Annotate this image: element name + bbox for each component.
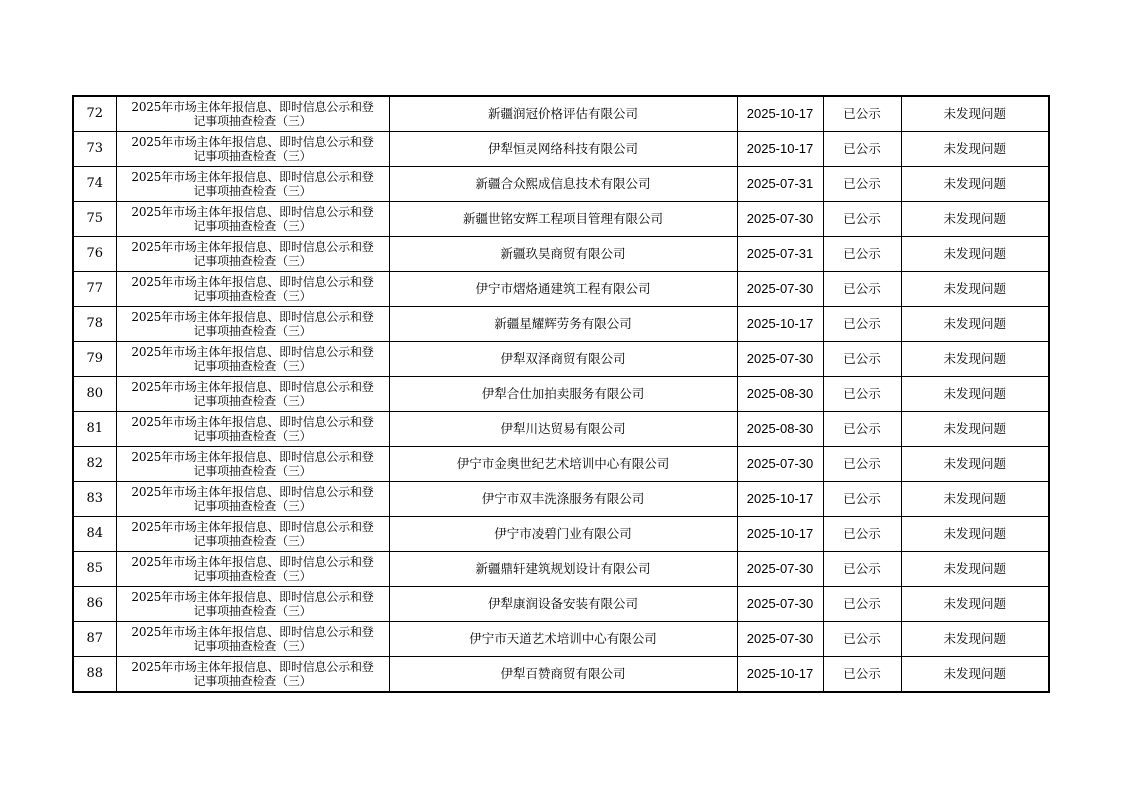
publication-status-cell: 已公示 bbox=[823, 237, 901, 272]
publication-status-cell: 已公示 bbox=[823, 587, 901, 622]
inspection-task-line-2: 记事项抽查检查（三） bbox=[193, 394, 312, 408]
publication-status-cell: 已公示 bbox=[823, 377, 901, 412]
row-number-cell: 82 bbox=[73, 447, 116, 482]
row-number-cell: 72 bbox=[73, 96, 116, 132]
publish-date-cell: 2025-10-17 bbox=[737, 307, 823, 342]
publication-status-cell: 已公示 bbox=[823, 552, 901, 587]
publish-date-cell: 2025-07-30 bbox=[737, 622, 823, 657]
inspection-task-line-1: 2025年市场主体年报信息、即时信息公示和登 bbox=[131, 624, 374, 639]
table-row bbox=[73, 622, 1049, 657]
table-row bbox=[73, 482, 1049, 517]
publish-date-cell: 2025-07-30 bbox=[737, 552, 823, 587]
inspection-result-cell: 未发现问题 bbox=[901, 202, 1049, 237]
publication-status-cell: 已公示 bbox=[823, 96, 901, 132]
publication-status-cell: 已公示 bbox=[823, 167, 901, 202]
row-number-cell: 77 bbox=[73, 272, 116, 307]
inspection-result-cell: 未发现问题 bbox=[901, 412, 1049, 447]
publish-date-cell: 2025-08-30 bbox=[737, 377, 823, 412]
inspection-results-sheet bbox=[72, 95, 1048, 693]
publication-status-cell: 已公示 bbox=[823, 482, 901, 517]
inspection-task-line-1: 2025年市场主体年报信息、即时信息公示和登 bbox=[131, 274, 374, 289]
inspection-task-line-1: 2025年市场主体年报信息、即时信息公示和登 bbox=[131, 134, 374, 149]
table-row bbox=[73, 132, 1049, 167]
inspection-task-line-1: 2025年市场主体年报信息、即时信息公示和登 bbox=[131, 484, 374, 499]
publish-date-cell: 2025-07-30 bbox=[737, 587, 823, 622]
inspection-result-cell: 未发现问题 bbox=[901, 622, 1049, 657]
publication-status-cell: 已公示 bbox=[823, 657, 901, 693]
row-number-cell: 85 bbox=[73, 552, 116, 587]
inspection-task-line-1: 2025年市场主体年报信息、即时信息公示和登 bbox=[131, 309, 374, 324]
inspection-result-cell: 未发现问题 bbox=[901, 447, 1049, 482]
inspection-task-cell bbox=[116, 377, 389, 412]
company-name-cell: 伊犁双泽商贸有限公司 bbox=[389, 342, 737, 377]
table-body bbox=[73, 96, 1049, 692]
inspection-task-line-2: 记事项抽查检查（三） bbox=[193, 499, 312, 513]
inspection-task-line-2: 记事项抽查检查（三） bbox=[193, 359, 312, 373]
inspection-task-line-2: 记事项抽查检查（三） bbox=[193, 184, 312, 198]
inspection-result-cell: 未发现问题 bbox=[901, 96, 1049, 132]
inspection-result-cell: 未发现问题 bbox=[901, 552, 1049, 587]
publication-status-cell: 已公示 bbox=[823, 132, 901, 167]
company-name-cell: 伊犁川达贸易有限公司 bbox=[389, 412, 737, 447]
inspection-result-cell: 未发现问题 bbox=[901, 482, 1049, 517]
table-row bbox=[73, 342, 1049, 377]
table-row bbox=[73, 517, 1049, 552]
table-row bbox=[73, 447, 1049, 482]
company-name-cell: 新疆合众熙成信息技术有限公司 bbox=[389, 167, 737, 202]
publish-date-cell: 2025-07-31 bbox=[737, 167, 823, 202]
table-row bbox=[73, 96, 1049, 132]
publish-date-cell: 2025-07-30 bbox=[737, 447, 823, 482]
row-number-cell: 87 bbox=[73, 622, 116, 657]
inspection-task-cell bbox=[116, 622, 389, 657]
table-row bbox=[73, 587, 1049, 622]
publication-status-cell: 已公示 bbox=[823, 517, 901, 552]
inspection-task-line-2: 记事项抽查检查（三） bbox=[193, 254, 312, 268]
publish-date-cell: 2025-10-17 bbox=[737, 517, 823, 552]
inspection-task-cell bbox=[116, 237, 389, 272]
row-number-cell: 81 bbox=[73, 412, 116, 447]
publish-date-cell: 2025-07-30 bbox=[737, 272, 823, 307]
inspection-result-cell: 未发现问题 bbox=[901, 587, 1049, 622]
inspection-task-line-2: 记事项抽查检查（三） bbox=[193, 604, 312, 618]
inspection-task-cell bbox=[116, 342, 389, 377]
inspection-task-line-1: 2025年市场主体年报信息、即时信息公示和登 bbox=[131, 659, 374, 674]
inspection-result-cell: 未发现问题 bbox=[901, 272, 1049, 307]
company-name-cell: 伊宁市双丰洗涤服务有限公司 bbox=[389, 482, 737, 517]
inspection-task-line-1: 2025年市场主体年报信息、即时信息公示和登 bbox=[131, 554, 374, 569]
inspection-task-cell bbox=[116, 96, 389, 132]
inspection-task-line-2: 记事项抽查检查（三） bbox=[193, 464, 312, 478]
company-name-cell: 伊宁市金奥世纪艺术培训中心有限公司 bbox=[389, 447, 737, 482]
company-name-cell: 伊犁合仕加拍卖服务有限公司 bbox=[389, 377, 737, 412]
inspection-task-line-2: 记事项抽查检查（三） bbox=[193, 149, 312, 163]
inspection-task-cell bbox=[116, 587, 389, 622]
company-name-cell: 新疆世铭安辉工程项目管理有限公司 bbox=[389, 202, 737, 237]
company-name-cell: 伊宁市凌碧门业有限公司 bbox=[389, 517, 737, 552]
row-number-cell: 88 bbox=[73, 657, 116, 693]
inspection-task-cell bbox=[116, 132, 389, 167]
publication-status-cell: 已公示 bbox=[823, 272, 901, 307]
publish-date-cell: 2025-10-17 bbox=[737, 657, 823, 693]
inspection-task-line-1: 2025年市场主体年报信息、即时信息公示和登 bbox=[131, 519, 374, 534]
publication-status-cell: 已公示 bbox=[823, 412, 901, 447]
inspection-task-line-2: 记事项抽查检查（三） bbox=[193, 569, 312, 583]
inspection-task-cell bbox=[116, 552, 389, 587]
inspection-result-cell: 未发现问题 bbox=[901, 167, 1049, 202]
inspection-task-line-2: 记事项抽查检查（三） bbox=[193, 324, 312, 338]
publication-status-cell: 已公示 bbox=[823, 622, 901, 657]
inspection-result-cell: 未发现问题 bbox=[901, 517, 1049, 552]
publication-status-cell: 已公示 bbox=[823, 307, 901, 342]
row-number-cell: 86 bbox=[73, 587, 116, 622]
table-row bbox=[73, 202, 1049, 237]
inspection-task-line-2: 记事项抽查检查（三） bbox=[193, 674, 312, 688]
company-name-cell: 新疆星耀辉劳务有限公司 bbox=[389, 307, 737, 342]
inspection-result-cell: 未发现问题 bbox=[901, 377, 1049, 412]
table-row bbox=[73, 657, 1049, 693]
inspection-task-line-2: 记事项抽查检查（三） bbox=[193, 289, 312, 303]
table-row bbox=[73, 552, 1049, 587]
table-row bbox=[73, 377, 1049, 412]
table-row bbox=[73, 412, 1049, 447]
company-name-cell: 伊犁康润设备安装有限公司 bbox=[389, 587, 737, 622]
inspection-task-line-1: 2025年市场主体年报信息、即时信息公示和登 bbox=[131, 379, 374, 394]
publish-date-cell: 2025-10-17 bbox=[737, 96, 823, 132]
inspection-result-cell: 未发现问题 bbox=[901, 342, 1049, 377]
table-row bbox=[73, 167, 1049, 202]
row-number-cell: 75 bbox=[73, 202, 116, 237]
inspection-task-cell bbox=[116, 272, 389, 307]
company-name-cell: 新疆润冠价格评估有限公司 bbox=[389, 96, 737, 132]
company-name-cell: 伊宁市熠烙通建筑工程有限公司 bbox=[389, 272, 737, 307]
row-number-cell: 78 bbox=[73, 307, 116, 342]
inspection-result-cell: 未发现问题 bbox=[901, 132, 1049, 167]
publish-date-cell: 2025-07-30 bbox=[737, 202, 823, 237]
inspection-task-cell bbox=[116, 517, 389, 552]
inspection-task-cell bbox=[116, 412, 389, 447]
publish-date-cell: 2025-08-30 bbox=[737, 412, 823, 447]
inspection-task-cell bbox=[116, 202, 389, 237]
company-name-cell: 伊宁市天道艺术培训中心有限公司 bbox=[389, 622, 737, 657]
inspection-task-cell bbox=[116, 482, 389, 517]
inspection-task-line-1: 2025年市场主体年报信息、即时信息公示和登 bbox=[131, 204, 374, 219]
row-number-cell: 79 bbox=[73, 342, 116, 377]
row-number-cell: 80 bbox=[73, 377, 116, 412]
inspection-result-cell: 未发现问题 bbox=[901, 307, 1049, 342]
table-row bbox=[73, 237, 1049, 272]
inspection-task-cell bbox=[116, 657, 389, 693]
publish-date-cell: 2025-10-17 bbox=[737, 132, 823, 167]
inspection-result-cell: 未发现问题 bbox=[901, 657, 1049, 693]
publish-date-cell: 2025-07-30 bbox=[737, 342, 823, 377]
row-number-cell: 83 bbox=[73, 482, 116, 517]
inspection-task-line-1: 2025年市场主体年报信息、即时信息公示和登 bbox=[131, 239, 374, 254]
inspection-task-line-2: 记事项抽查检查（三） bbox=[193, 534, 312, 548]
inspection-task-line-1: 2025年市场主体年报信息、即时信息公示和登 bbox=[131, 99, 374, 114]
inspection-task-line-2: 记事项抽查检查（三） bbox=[193, 114, 312, 128]
row-number-cell: 74 bbox=[73, 167, 116, 202]
inspection-task-cell bbox=[116, 447, 389, 482]
inspection-results-table bbox=[72, 95, 1050, 693]
inspection-task-line-2: 记事项抽查检查（三） bbox=[193, 219, 312, 233]
publication-status-cell: 已公示 bbox=[823, 342, 901, 377]
table-row bbox=[73, 272, 1049, 307]
company-name-cell: 伊犁恒灵网络科技有限公司 bbox=[389, 132, 737, 167]
inspection-task-cell bbox=[116, 307, 389, 342]
table-row bbox=[73, 307, 1049, 342]
inspection-result-cell: 未发现问题 bbox=[901, 237, 1049, 272]
publish-date-cell: 2025-10-17 bbox=[737, 482, 823, 517]
company-name-cell: 新疆玖昊商贸有限公司 bbox=[389, 237, 737, 272]
inspection-task-line-2: 记事项抽查检查（三） bbox=[193, 429, 312, 443]
company-name-cell: 新疆鼎轩建筑规划设计有限公司 bbox=[389, 552, 737, 587]
publication-status-cell: 已公示 bbox=[823, 202, 901, 237]
inspection-task-line-1: 2025年市场主体年报信息、即时信息公示和登 bbox=[131, 169, 374, 184]
inspection-task-line-1: 2025年市场主体年报信息、即时信息公示和登 bbox=[131, 414, 374, 429]
inspection-task-line-1: 2025年市场主体年报信息、即时信息公示和登 bbox=[131, 589, 374, 604]
inspection-task-line-2: 记事项抽查检查（三） bbox=[193, 639, 312, 653]
row-number-cell: 76 bbox=[73, 237, 116, 272]
row-number-cell: 73 bbox=[73, 132, 116, 167]
inspection-task-line-1: 2025年市场主体年报信息、即时信息公示和登 bbox=[131, 344, 374, 359]
row-number-cell: 84 bbox=[73, 517, 116, 552]
publication-status-cell: 已公示 bbox=[823, 447, 901, 482]
company-name-cell: 伊犁百赞商贸有限公司 bbox=[389, 657, 737, 693]
inspection-task-cell bbox=[116, 167, 389, 202]
publish-date-cell: 2025-07-31 bbox=[737, 237, 823, 272]
inspection-task-line-1: 2025年市场主体年报信息、即时信息公示和登 bbox=[131, 449, 374, 464]
